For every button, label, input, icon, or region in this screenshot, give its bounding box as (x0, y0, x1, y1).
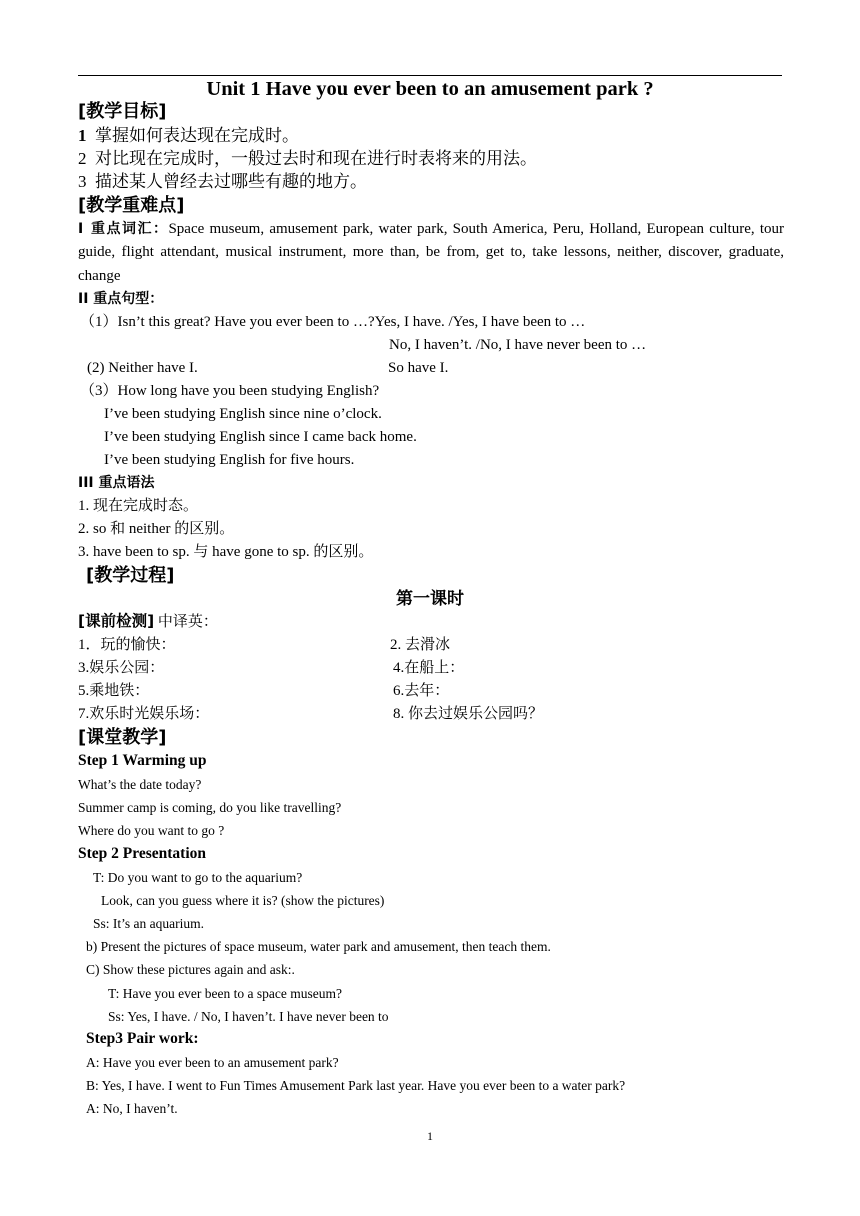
objective-item: 2 对比现在完成时，一般过去时和现在进行时表将来的用法。 (78, 149, 537, 168)
key-points-heading: [教学重难点] (78, 195, 185, 216)
grammar-line: 1. 现在完成时态。 (78, 498, 199, 514)
step3-title: Step3 Pair work: (86, 1030, 199, 1047)
lesson-title: 第一课时 (396, 589, 464, 609)
precheck-item: 6.去年： (393, 683, 450, 699)
grammar-label: ⅠⅠⅠ 重点语法 (78, 475, 155, 491)
step2-line: C) Show these pictures again and ask:. (86, 962, 295, 977)
step2-line: Ss: Yes, I have. / No, I haven’t. I have never been to (108, 1009, 389, 1024)
document-title: Unit 1 Have you ever been to an amusement park ? (206, 78, 654, 100)
process-heading: [教学过程] (86, 565, 175, 586)
precheck-item: 4.在船上： (393, 660, 465, 676)
step2-title: Step 2 Presentation (78, 845, 207, 862)
vocab-label: Ⅰ 重点词汇： (78, 221, 169, 237)
precheck-item: 7.欢乐时光娱乐场： (78, 706, 210, 722)
page-number: 1 (427, 1129, 433, 1143)
grammar-line: 3. have been to sp. 与 have gone to sp. 的区别。 (78, 544, 374, 560)
sentence-line: (2) Neither have I. (87, 360, 198, 376)
sentences-label: ⅠⅠ 重点句型： (78, 291, 164, 307)
sentence-line: No, I haven’t. /No, I have never been to … (389, 337, 647, 353)
sentence-line: （1）Isn’t this great? Have you ever been to …?Yes, I have. /Yes, I have been to … (80, 314, 586, 330)
sentence-line: So have I. (388, 360, 449, 376)
step1-title: Step 1 Warming up (78, 752, 207, 769)
step2-line: b) Present the pictures of space museum, water park and amusement, then teach them. (86, 939, 551, 954)
precheck-item: 1．玩的愉快： (78, 637, 176, 653)
objective-item: 3 描述某人曾经去过哪些有趣的地方。 (78, 172, 367, 191)
step1-line: What’s the date today? (78, 777, 202, 792)
sentence-line: I’ve been studying English since nine o’clock. (104, 406, 382, 422)
sentence-line: I’ve been studying English for five hours. (104, 452, 355, 468)
precheck-label: [课前检测] (78, 612, 155, 630)
step1-line: Summer camp is coming, do you like travelling? (78, 800, 342, 815)
precheck-line (78, 612, 218, 631)
precheck-item: 8. 你去过娱乐公园吗？ (393, 706, 544, 722)
step1-line: Where do you want to go ? (78, 823, 225, 838)
precheck-item: 3.娱乐公园： (78, 660, 165, 676)
step2-line: Ss: It’s an aquarium. (93, 916, 204, 931)
vocab-paragraph (78, 218, 784, 288)
step3-line: A: No, I haven’t. (86, 1101, 178, 1116)
header-rule (78, 75, 782, 76)
vocab-text: Space museum, amusement park, water park, South America, Peru, Holland, European culture, tour guide, flight attendant, musical instrument, more than, be from, get to, take lessons, neither, discover, graduate, change (78, 221, 784, 284)
sentence-line: I’ve been studying English since I came back home. (104, 429, 417, 445)
precheck-instruction: 中译英： (157, 614, 218, 630)
step2-line: Look, can you guess where it is? (show the pictures) (101, 893, 385, 908)
step2-line: T: Do you want to go to the aquarium? (93, 870, 303, 885)
classroom-heading: [课堂教学] (78, 727, 167, 748)
step3-line: A: Have you ever been to an amusement park? (86, 1055, 339, 1070)
precheck-item: 5.乘地铁： (78, 683, 150, 699)
step3-line: B: Yes, I have. I went to Fun Times Amusement Park last year. Have you ever been to a water park? (86, 1078, 626, 1093)
step2-line: T: Have you ever been to a space museum? (108, 986, 342, 1001)
precheck-item: 2. 去滑冰 (390, 637, 451, 653)
grammar-line: 2. so 和 neither 的区别。 (78, 521, 235, 537)
objectives-heading: [教学目标] (78, 101, 167, 122)
objective-item: 1 掌握如何表达现在完成时。 (78, 126, 299, 145)
sentence-line: （3）How long have you been studying English? (80, 383, 380, 399)
